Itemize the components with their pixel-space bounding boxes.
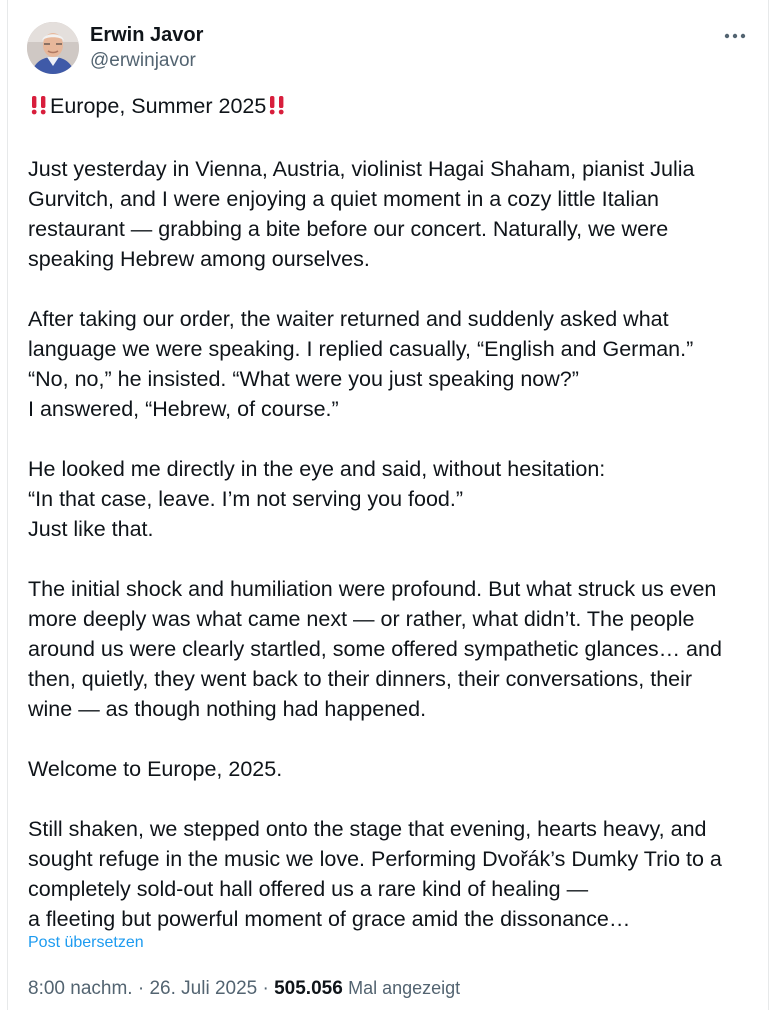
tweet-paragraph xyxy=(28,454,758,544)
text-line: a fleeting but powerful moment of grace amid the dissonance… xyxy=(28,907,631,931)
text-line: more deeply was what came next — or rather, what didn’t. The people xyxy=(28,607,695,631)
text-line: completely sold-out hall offered us a rare kind of healing — xyxy=(28,877,589,901)
text-line: restaurant — grabbing a bite before our concert. Naturally, we were xyxy=(28,217,669,241)
more-horizontal-icon xyxy=(724,33,746,39)
double-exclamation-icon xyxy=(266,94,288,124)
tweet-headline xyxy=(28,91,758,124)
tweet-text xyxy=(28,91,758,934)
tweet-paragraph xyxy=(28,304,758,424)
tweet-paragraph xyxy=(28,154,758,274)
text-line: Gurvitch, and I were enjoying a quiet moment in a cozy little Italian xyxy=(28,187,659,211)
text-line: He looked me directly in the eye and said, without hesitation: xyxy=(28,457,606,481)
text-line: wine — as though nothing had happened. xyxy=(28,697,427,721)
text-line: After taking our order, the waiter returned and suddenly asked what xyxy=(28,307,669,331)
author-handle[interactable]: @erwinjavor xyxy=(90,50,196,71)
views-count: 505.056 xyxy=(274,978,343,999)
text-line: Just like that. xyxy=(28,517,154,541)
views-label: Mal angezeigt xyxy=(348,978,461,998)
post-time[interactable]: 8:00 nachm. xyxy=(28,978,133,999)
double-exclamation-icon xyxy=(28,94,50,124)
text-line: language we were speaking. I replied casually, “English and German.” xyxy=(28,337,694,361)
tweet-metadata xyxy=(28,976,460,1001)
text-line: around us were clearly startled, some offered sympathetic glances… and xyxy=(28,637,722,661)
text-line: “No, no,” he insisted. “What were you just speaking now?” xyxy=(28,367,579,391)
meta-separator: · xyxy=(137,978,145,999)
author-display-name[interactable]: Erwin Javor xyxy=(90,24,204,46)
text-line: “In that case, leave. I’m not serving you food.” xyxy=(28,487,463,511)
tweet-paragraph xyxy=(28,574,758,724)
text-line: Welcome to Europe, 2025. xyxy=(28,757,283,781)
tweet-paragraph xyxy=(28,754,758,784)
tweet-paragraph xyxy=(28,814,758,934)
post-date[interactable]: 26. Juli 2025 xyxy=(149,978,258,999)
more-options-button[interactable] xyxy=(718,22,752,50)
headline-text: Europe, Summer 2025 xyxy=(50,94,267,118)
avatar-photo xyxy=(27,22,79,74)
translate-post-link[interactable]: Post übersetzen xyxy=(28,934,144,951)
meta-separator: · xyxy=(262,978,269,999)
text-line: Still shaken, we stepped onto the stage that evening, hearts heavy, and xyxy=(28,817,707,841)
text-line: Just yesterday in Vienna, Austria, violinist Hagai Shaham, pianist Julia xyxy=(28,157,695,181)
text-line: The initial shock and humiliation were profound. But what struck us even xyxy=(28,577,717,601)
text-line: I answered, “Hebrew, of course.” xyxy=(28,397,339,421)
author-avatar[interactable] xyxy=(27,22,79,74)
text-line: speaking Hebrew among ourselves. xyxy=(28,247,370,271)
text-line: sought refuge in the music we love. Performing Dvořák’s Dumky Trio to a xyxy=(28,847,722,871)
text-line: then, quietly, they went back to their dinners, their conversations, their xyxy=(28,667,693,691)
